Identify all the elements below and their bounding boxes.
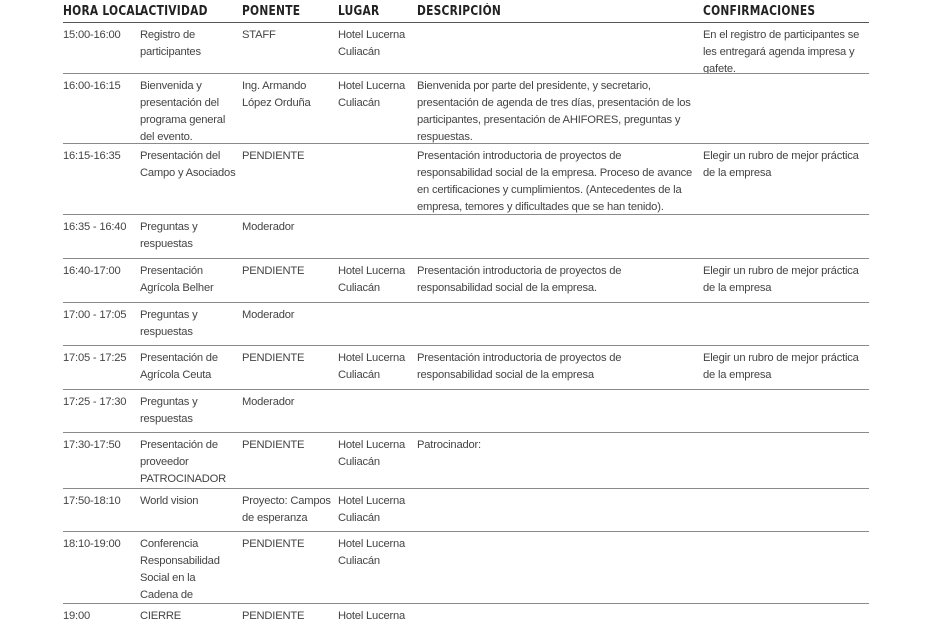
cell-confirmations bbox=[703, 604, 869, 634]
header-speaker: PONENTE bbox=[242, 4, 301, 19]
cell-place: Hotel Lucerna Culiacán bbox=[338, 80, 406, 109]
cell-description bbox=[417, 303, 703, 345]
cell-description: Presentación introductoria de proyectos de responsabilidad social de la empresa. Proceso de avance en certificaciones y cumplimientos. (Antecedentes de la empresa, temores y dificultades que se han tenido). bbox=[417, 150, 693, 213]
cell-confirmations bbox=[703, 303, 869, 345]
cell-activity: Presentación del Campo y Asociados bbox=[140, 150, 236, 179]
table-row bbox=[63, 215, 869, 259]
cell-description bbox=[417, 23, 703, 73]
cell-description bbox=[417, 604, 703, 634]
cell-description: Presentación introductoria de proyectos de responsabilidad social de la empresa. bbox=[417, 265, 622, 294]
cell-description: Patrocinador: bbox=[417, 439, 481, 451]
header-place: LUGAR bbox=[338, 4, 380, 19]
cell-speaker: PENDIENTE bbox=[242, 352, 305, 364]
table-row bbox=[63, 74, 869, 144]
cell-confirmations: En el registro de participantes se les entregará agenda impresa y gafete. bbox=[703, 29, 860, 73]
cell-activity: Presentación Agrícola Belher bbox=[140, 265, 214, 294]
cell-confirmations bbox=[703, 489, 869, 531]
cell-description bbox=[417, 215, 703, 258]
cell-time: 16:35 - 16:40 bbox=[63, 221, 127, 233]
cell-speaker: STAFF bbox=[242, 29, 276, 41]
cell-activity: Presentación de Agrícola Ceuta bbox=[140, 352, 218, 381]
table-row bbox=[63, 489, 869, 532]
cell-activity: Preguntas y respuestas bbox=[140, 309, 198, 338]
cell-place: Hotel Lucerna Culiacán bbox=[338, 538, 406, 567]
table-row bbox=[63, 346, 869, 390]
cell-speaker: Proyecto: Campos de esperanza bbox=[242, 495, 331, 524]
cell-place bbox=[338, 390, 417, 432]
cell-speaker: Ing. Armando López Orduña bbox=[242, 80, 311, 109]
table-row bbox=[63, 303, 869, 346]
cell-speaker: PENDIENTE bbox=[242, 439, 305, 451]
header-time: HORA LOCAL bbox=[63, 4, 142, 19]
cell-place bbox=[338, 144, 417, 214]
cell-place: Hotel Lucerna Culiacán bbox=[338, 352, 406, 381]
cell-activity: Bienvenida y presentación del programa general del evento. bbox=[140, 80, 226, 143]
table-row bbox=[63, 23, 869, 74]
cell-confirmations bbox=[703, 390, 869, 432]
cell-confirmations bbox=[703, 74, 869, 143]
cell-time: 17:50-18:10 bbox=[63, 495, 121, 507]
table-row bbox=[63, 390, 869, 433]
cell-speaker: Moderador bbox=[242, 309, 295, 321]
cell-description: Presentación introductoria de proyectos de responsabilidad social de la empresa bbox=[417, 352, 622, 381]
cell-confirmations bbox=[703, 433, 869, 488]
cell-time: 17:25 - 17:30 bbox=[63, 396, 127, 408]
cell-description: Bienvenida por parte del presidente, y secretario, presentación de agenda de tres días, presentación de los participantes, presentación de AHIFORES, preguntas y respuestas. bbox=[417, 80, 691, 143]
table-row bbox=[63, 144, 869, 215]
cell-activity: Presentación de proveedor PATROCINADOR bbox=[140, 439, 227, 485]
cell-description bbox=[417, 390, 703, 432]
cell-place: Hotel Lucerna Culiacán bbox=[338, 265, 406, 294]
cell-speaker: Moderador bbox=[242, 396, 295, 408]
cell-time: 16:15-16:35 bbox=[63, 150, 121, 162]
table-row bbox=[63, 604, 869, 634]
cell-time: 17:05 - 17:25 bbox=[63, 352, 127, 364]
cell-speaker: PENDIENTE bbox=[242, 265, 305, 277]
cell-speaker: PENDIENTE bbox=[242, 610, 305, 622]
cell-time: 19:00 bbox=[63, 610, 90, 622]
cell-confirmations: Elegir un rubro de mejor práctica de la empresa bbox=[703, 352, 859, 381]
cell-speaker: Moderador bbox=[242, 221, 295, 233]
table-header bbox=[63, 0, 869, 23]
cell-time: 17:30-17:50 bbox=[63, 439, 121, 451]
table-row bbox=[63, 532, 869, 604]
cell-activity: Preguntas y respuestas bbox=[140, 396, 198, 425]
cell-place bbox=[338, 303, 417, 345]
cell-confirmations bbox=[703, 215, 869, 258]
cell-time: 16:40-17:00 bbox=[63, 265, 121, 277]
header-description: DESCRIPCIÓN bbox=[417, 4, 502, 19]
table-row bbox=[63, 259, 869, 303]
cell-activity: CIERRE bbox=[140, 610, 182, 622]
cell-description bbox=[417, 532, 703, 603]
cell-confirmations: Elegir un rubro de mejor práctica de la empresa bbox=[703, 265, 859, 294]
header-confirmations: CONFIRMACIONES bbox=[703, 4, 816, 19]
cell-description bbox=[417, 489, 703, 531]
cell-place: Hotel Lucerna Culiacán bbox=[338, 29, 406, 58]
agenda-table bbox=[63, 0, 869, 634]
cell-place: Hotel Lucerna Culiacán bbox=[338, 495, 406, 524]
cell-place: Hotel Lucerna Culiacán bbox=[338, 439, 406, 468]
table-row bbox=[63, 433, 869, 489]
cell-activity: Registro de participantes bbox=[140, 29, 201, 58]
cell-activity: Conferencia Responsabilidad Social en la Cadena de bbox=[140, 538, 220, 601]
cell-place: Hotel Lucerna bbox=[338, 610, 406, 622]
cell-time: 18:10-19:00 bbox=[63, 538, 121, 550]
cell-speaker: PENDIENTE bbox=[242, 538, 305, 550]
cell-activity: World vision bbox=[140, 495, 199, 507]
cell-confirmations bbox=[703, 532, 869, 603]
cell-time: 16:00-16:15 bbox=[63, 80, 121, 92]
cell-activity: Preguntas y respuestas bbox=[140, 221, 198, 250]
header-activity: ACTIVIDAD bbox=[140, 4, 208, 19]
cell-time: 17:00 - 17:05 bbox=[63, 309, 127, 321]
cell-speaker: PENDIENTE bbox=[242, 150, 305, 162]
cell-confirmations: Elegir un rubro de mejor práctica de la empresa bbox=[703, 150, 859, 179]
cell-place bbox=[338, 215, 417, 258]
cell-time: 15:00-16:00 bbox=[63, 29, 121, 41]
